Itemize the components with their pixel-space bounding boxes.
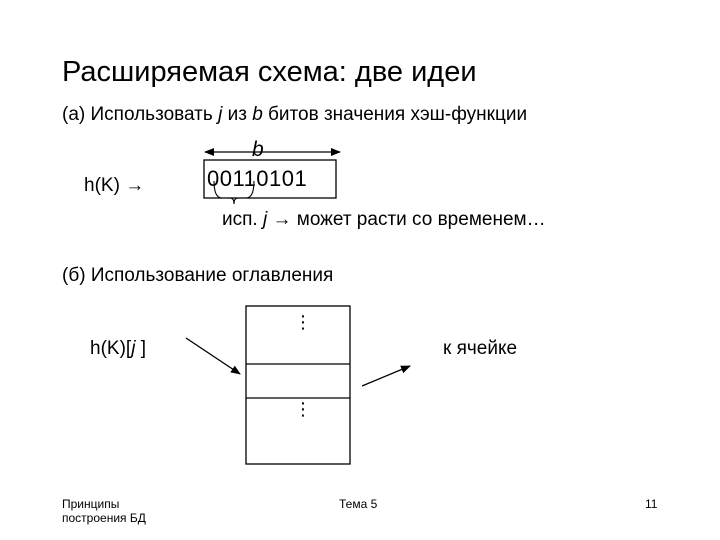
hkj-suffix: ] [135,338,146,359]
idea-a-heading [62,104,527,126]
hash-bits-value: 00110101 [207,166,308,191]
hash-function-label [84,175,144,197]
idea-a-prefix: (а) Использовать [62,104,219,125]
note-suffix: может расти со временем… [291,209,546,230]
idea-b-heading: (б) Использование оглавления [62,265,334,286]
idea-a-var-b: b [252,104,263,125]
directory-index-label [90,338,146,360]
idea-a-var-j: j [218,104,223,125]
footer-topic: Тема 5 [339,497,378,511]
right-arrow-icon: → [125,175,145,196]
hash-label-text: h(K) [84,175,120,196]
hkj-var-j: j [131,338,136,359]
note-prefix: исп. [222,209,263,230]
bucket-arrow [362,366,410,386]
directory-ellipsis-bottom: ⋮ [294,399,312,419]
note-arrow-icon: → [272,209,292,230]
directory-ellipsis-top: ⋮ [294,312,312,332]
index-arrow [186,338,240,374]
bucket-label: к ячейке [443,338,518,359]
hkj-prefix: h(K)[ [90,338,132,359]
idea-a-middle: из [222,104,253,125]
footer-course: Принципы построения БД [62,497,146,525]
bit-width-label: b [252,138,264,161]
idea-a-suffix: битов значения хэш-функции [262,104,528,125]
page-number: 11 [645,497,658,511]
j-growth-note [222,209,546,231]
note-var-j: j [262,209,268,230]
slide-title: Расширяемая схема: две идеи [62,56,477,88]
